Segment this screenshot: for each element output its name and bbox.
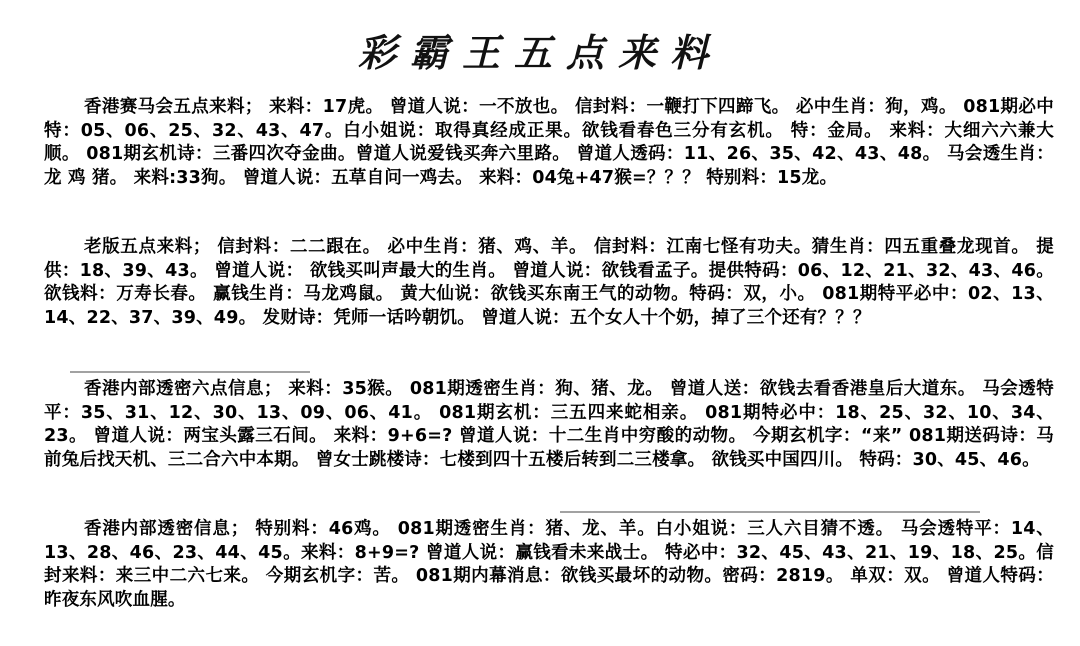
scan-artifact <box>560 511 980 513</box>
section-paragraph: 老版五点来料； 信封料：二二跟在。 必中生肖：猪、鸡、羊。 信封料：江南七怪有功夫。猜生肖：四五重叠龙现首。 提供：18、39、43。 曾道人说： 欲钱买叫声最大的生肖。 曾道人说：欲钱看孟子。提供特码：06、12、21、32、43、46。 欲钱料：万寿长春。 赢钱生肖：马龙鸡鼠。 黄大仙说：欲钱买东南王气的动物。特码：双，小。 081期特平必中：02、13、14、22、37、39、49。 发财诗：凭师一话吟朝饥。 曾道人说：五个女人十个奶，掉了三个还有？？？ <box>44 237 1054 328</box>
section-paragraph: 香港赛马会五点来料； 来料：17虎。 曾道人说：一不放也。 信封料：一鞭打下四蹄飞。 必中生肖：狗，鸡。 081期必中特：05、06、25、32、43、47。白小姐说：取得真经成正果。欲钱看春色三分有玄机。 特：金局。 来料：大细六六兼大顺。 081期玄机诗：三番四次夺金曲。曾道人说爱钱买奔六里路。 曾道人透码：11、26、35、42、43、48。 马会透生肖：龙 鸡 猪。 来料:33狗。 曾道人说：五草自问一鸡去。 来料：04兔+47猴=？？？ 特别料：15龙。 <box>44 97 1054 188</box>
scan-artifact <box>70 371 310 373</box>
section-paragraph: 香港内部透密信息； 特别料：46鸡。 081期透密生肖：猪、龙、羊。白小姐说：三人六目猜不透。 马会透特平：14、13、28、46、23、44、45。来料：8+9=? 曾道人说：赢钱看未来战士。 特必中：32、45、43、21、19、18、25。信封来料：来三中二六七来。 今期玄机字：苦。 081期内幕消息：欲钱买最坏的动物。密码：2819。 单双：双。 曾道人特码：昨夜东风吹血腥。 <box>44 519 1054 610</box>
page-title: 彩霸王五点来料 <box>357 30 722 75</box>
section-paragraph: 香港内部透密六点信息； 来料：35猴。 081期透密生肖：狗、猪、龙。 曾道人送：欲钱去看香港皇后大道东。 马会透特平：35、31、12、30、13、09、06、41。 081期玄机：三五四来蛇相亲。 081期特必中：18、25、32、10、34、23。 曾道人说：两宝头露三石间。 来料：9+6=? 曾道人说：十二生肖中穷酸的动物。 今期玄机字：“来” 081期送码诗：马前兔后找天机、三二合六中本期。 曾女士跳楼诗：七楼到四十五楼后转到二三楼拿。 欲钱买中国四川。 特码：30、45、46。 <box>44 379 1054 470</box>
